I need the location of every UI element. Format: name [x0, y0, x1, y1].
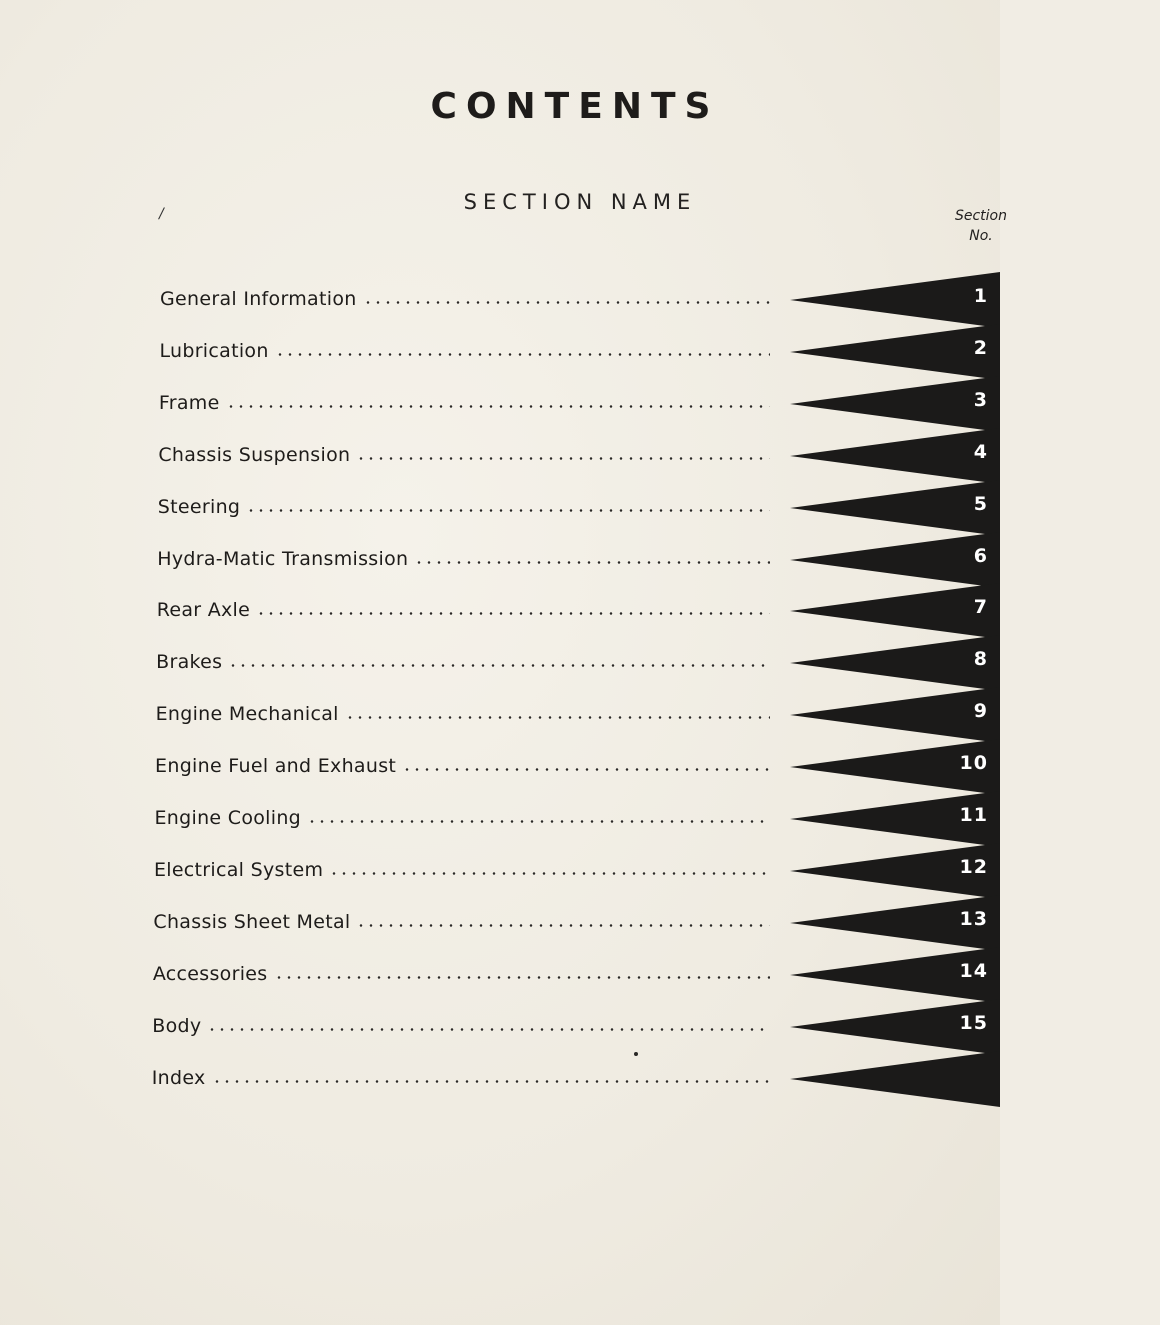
toc-entry: [158, 488, 770, 518]
toc-entry: [156, 643, 770, 673]
section-number: 9: [973, 700, 988, 723]
toc-entry: [152, 1059, 770, 1089]
dot-leader: [274, 976, 770, 979]
toc-entry: [159, 332, 770, 362]
dot-leader: [356, 924, 770, 927]
section-thumb-tab: [790, 635, 1000, 685]
dot-leader: [275, 353, 770, 356]
section-thumb-tab: [790, 791, 1000, 841]
toc-entry-label: Hydra-Matic Transmission: [157, 547, 409, 570]
section-thumb-tab: [790, 895, 1000, 945]
toc-entry-label: Lubrication: [159, 339, 269, 362]
section-number: 4: [973, 440, 988, 463]
dot-leader: [356, 457, 770, 460]
toc-entry-label: Engine Mechanical: [155, 703, 339, 726]
section-number: 13: [959, 907, 988, 930]
dot-leader: [329, 872, 770, 875]
page-title: CONTENTS: [430, 86, 720, 127]
dot-leader: [212, 1080, 770, 1083]
section-number: 2: [973, 336, 988, 359]
section-number: 10: [959, 752, 988, 775]
toc-entry: [159, 384, 770, 414]
section-thumb-tab: [790, 272, 1000, 322]
dot-leader: [307, 820, 770, 823]
toc-entry: [157, 540, 770, 570]
section-thumb-tab: [790, 999, 1000, 1049]
dot-leader: [363, 301, 770, 304]
toc-entry-label: Body: [152, 1014, 202, 1037]
section-number: 6: [973, 544, 988, 567]
dot-leader: [414, 561, 770, 564]
toc-entry-label: Electrical System: [153, 858, 324, 881]
section-number: 5: [973, 492, 988, 515]
toc-entry: [160, 280, 770, 310]
toc-entry: [158, 436, 770, 466]
toc-entry-label: Chassis Sheet Metal: [153, 910, 351, 933]
dot-leader: [207, 1028, 770, 1031]
toc-entry-label: Chassis Suspension: [158, 443, 351, 466]
toc-entry: [154, 851, 770, 881]
section-number: 3: [973, 388, 988, 411]
section-thumb-tab: [790, 376, 1000, 426]
section-thumb-tab: [790, 480, 1000, 530]
toc-entry-label: Index: [151, 1066, 206, 1089]
dot-leader: [228, 664, 770, 667]
section-thumb-tab: [790, 532, 1000, 582]
toc-entry: [156, 695, 770, 725]
section-thumb-tab: [790, 1051, 1000, 1101]
section-number: 12: [959, 855, 988, 878]
section-thumb-tab: [790, 687, 1000, 737]
toc-entry-label: Frame: [158, 391, 220, 414]
dot-leader: [246, 509, 770, 512]
toc-entry-label: Engine Cooling: [154, 807, 302, 829]
toc-entry-label: Rear Axle: [156, 599, 251, 622]
dot-leader: [226, 405, 770, 408]
section-number: 7: [973, 596, 988, 619]
section-thumb-tab: [790, 583, 1000, 633]
toc-entry-label: Steering: [157, 495, 241, 518]
section-thumb-tab: [790, 947, 1000, 997]
section-number: 14: [959, 959, 988, 982]
dot-leader: [402, 768, 770, 771]
toc-entry-label: Accessories: [152, 962, 268, 985]
section-number: 1: [973, 285, 988, 307]
section-thumb-tab: [790, 843, 1000, 893]
section-number: 15: [959, 1011, 988, 1034]
toc-entry: [155, 747, 770, 777]
section-number: 8: [973, 648, 988, 671]
section-number-header-line2: No.: [969, 228, 993, 244]
toc-entry: [153, 903, 770, 933]
stray-pencil-mark: /: [159, 206, 164, 222]
dot-leader: [345, 716, 770, 719]
toc-entry-label: Brakes: [156, 651, 223, 674]
section-name-header: SECTION NAME: [463, 190, 697, 214]
section-number-header-line1: Section: [954, 208, 1007, 224]
section-thumb-tab: [790, 428, 1000, 478]
toc-entry: [157, 591, 770, 621]
toc-entry: [155, 799, 771, 829]
toc-entry-label: Engine Fuel and Exhaust: [155, 755, 397, 778]
section-thumb-tab: [790, 324, 1000, 374]
section-thumb-tab: [790, 739, 1000, 789]
section-number: 11: [959, 804, 988, 826]
dot-leader: [256, 612, 770, 615]
toc-entry: [152, 1007, 770, 1037]
toc-entry: [153, 955, 770, 985]
toc-entry-label: General Information: [160, 288, 357, 310]
